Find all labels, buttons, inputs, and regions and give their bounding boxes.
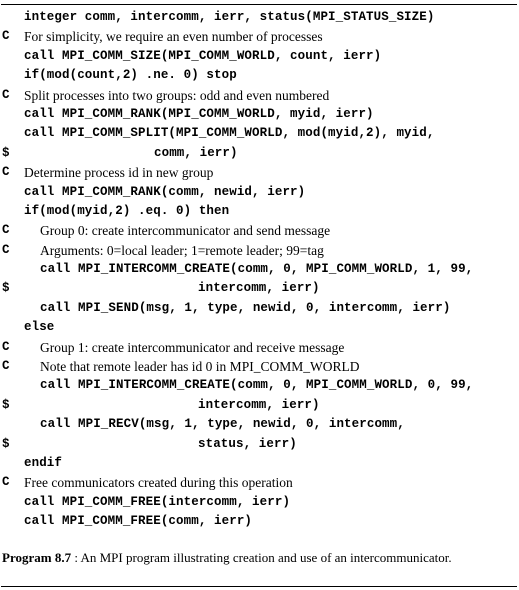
code-line [2,124,517,143]
code-text: integer comm, intercomm, ierr, status(MPI_STATUS_SIZE) [24,10,435,24]
comment-line [2,357,517,376]
top-rule [1,4,517,5]
code-text: call MPI_COMM_RANK(comm, newid, ierr) [24,184,306,199]
comment-text: Determine process id in new group [24,165,214,181]
code-line [2,183,517,202]
line-marker: C [2,165,10,180]
code-text: else [24,320,55,335]
code-line [2,8,517,27]
code-text: call MPI_COMM_SPLIT(MPI_COMM_WORLD, mod(myid,2), myid, [24,126,435,141]
line-marker: $ [2,397,10,412]
comment-text: Group 1: create intercommunicator and receive message [40,339,345,355]
code-text: if(mod(myid,2) .eq. 0) then [24,203,230,218]
code-line [2,435,517,454]
comment-text: Split processes into two groups: odd and even numbered [24,87,330,103]
code-text: call MPI_COMM_RANK(MPI_COMM_WORLD, myid, ierr) [24,106,374,121]
code-line [2,279,517,298]
code-text: intercomm, ierr) [198,397,320,412]
line-marker: C [2,87,10,102]
caption-label: Program 8.7 [2,550,72,565]
code-text: intercomm, ierr) [198,281,320,296]
code-line [2,66,517,85]
line-marker: C [2,339,10,354]
code-line [2,202,517,221]
comment-line [2,473,517,492]
comment-text: Note that remote leader has id 0 in MPI_COMM_WORLD [40,359,360,375]
caption-text: An MPI program illustrating creation and use of an intercommunicator. [80,550,452,565]
code-line [2,47,517,66]
code-text: status, ierr) [198,436,297,451]
comment-line [2,241,517,260]
comment-text: For simplicity, we require an even number of processes [24,29,323,45]
code-text: call MPI_SEND(msg, 1, type, newid, 0, intercomm, ierr) [40,300,451,315]
program-caption [2,548,514,567]
code-text: call MPI_INTERCOMM_CREATE(comm, 0, MPI_COMM_WORLD, 0, 99, [40,378,474,393]
comment-text: Free communicators created during this operation [24,475,293,491]
code-text: call MPI_COMM_SIZE(MPI_COMM_WORLD, count, ierr) [24,48,382,63]
code-line [2,415,517,434]
code-text: if(mod(count,2) .ne. 0) stop [24,68,237,83]
line-marker: C [2,475,10,490]
code-block [2,8,517,532]
code-text: endif [24,455,63,470]
line-marker: $ [2,436,10,451]
line-marker: $ [2,145,10,160]
comment-line [2,163,517,182]
code-text: call MPI_COMM_FREE(intercomm, ierr) [24,494,291,509]
code-line [2,105,517,124]
line-marker: C [2,242,10,257]
code-text: comm, ierr) [154,145,238,160]
code-line [2,376,517,395]
code-line [2,144,517,163]
comment-line [2,27,517,46]
line-marker: C [2,29,10,44]
bottom-rule [1,586,517,587]
code-line [2,318,517,337]
code-line [2,396,517,415]
code-line [2,260,517,279]
comment-text: Arguments: 0=local leader; 1=remote leader; 99=tag [40,242,324,258]
code-line [2,512,517,531]
line-marker: $ [2,281,10,296]
code-line [2,493,517,512]
line-marker: C [2,223,10,238]
code-text: call MPI_INTERCOMM_CREATE(comm, 0, MPI_COMM_WORLD, 1, 99, [40,262,474,277]
caption-separator: : [71,550,81,565]
code-text: call MPI_COMM_FREE(comm, ierr) [24,514,253,529]
comment-line [2,338,517,357]
comment-text: Group 0: create intercommunicator and send message [40,223,331,239]
code-line [2,299,517,318]
comment-line [2,221,517,240]
code-text: call MPI_RECV(msg, 1, type, newid, 0, intercomm, [40,417,405,432]
code-line [2,454,517,473]
comment-line [2,86,517,105]
line-marker: C [2,359,10,374]
